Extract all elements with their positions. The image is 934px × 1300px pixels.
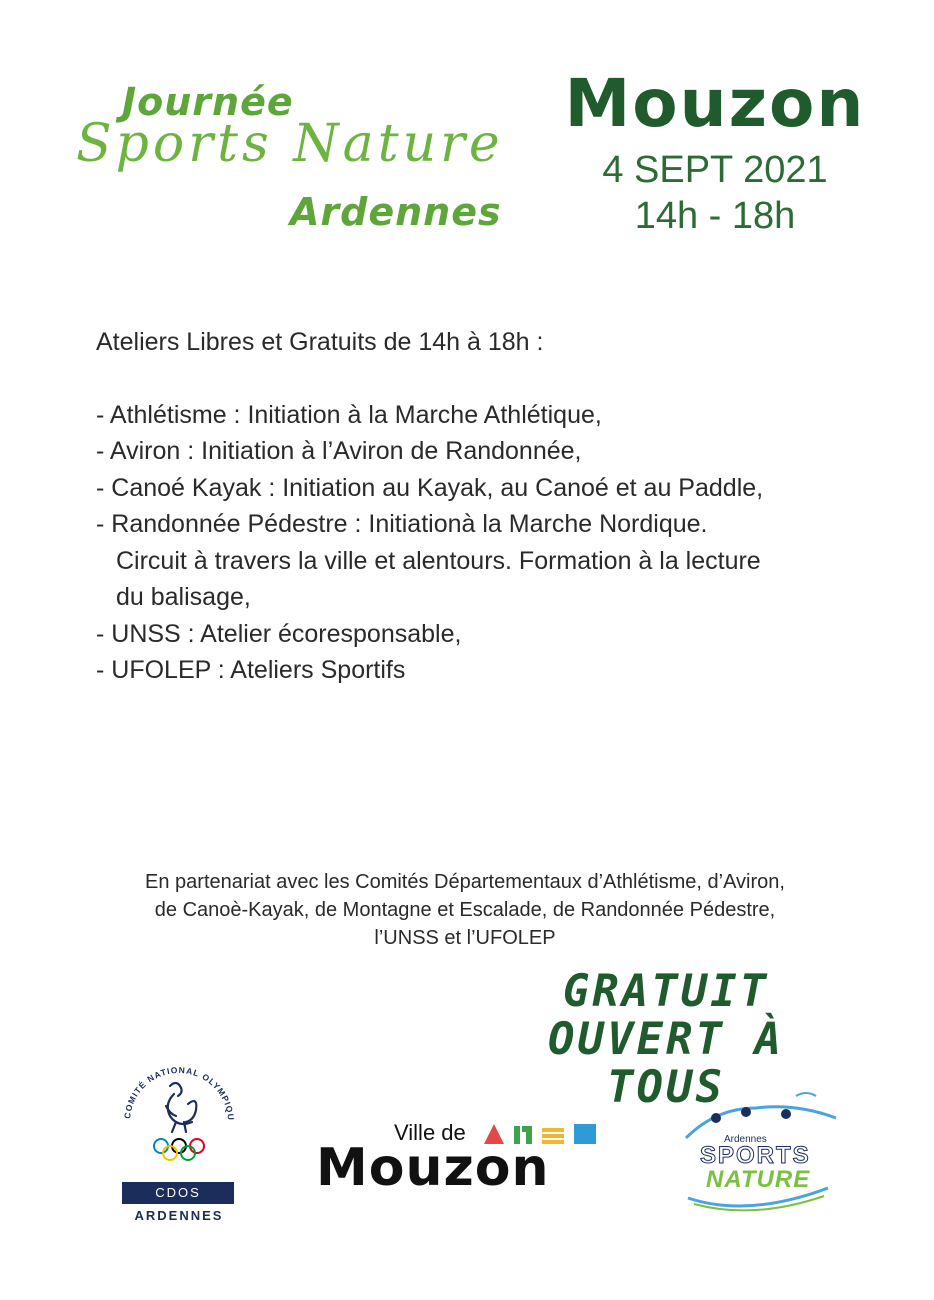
mouzon-name: Mouzon	[316, 1138, 550, 1198]
sports-nature-nature: NATURE	[706, 1166, 811, 1193]
mouzon-logo	[316, 1116, 616, 1196]
rooster-icon	[166, 1083, 196, 1132]
list-item-continuation: du balisage,	[116, 583, 251, 611]
sports-nature-logo	[676, 1088, 846, 1218]
partners-line: En partenariat avec les Comités Départementaux d’Athlétisme, d’Aviron,	[145, 871, 785, 893]
list-item: - Aviron : Initiation à l’Aviron de Randonnée,	[96, 437, 582, 465]
sports-nature-top: Ardennes	[724, 1134, 767, 1145]
list-item: - UFOLEP : Ateliers Sportifs	[96, 656, 406, 684]
list-item: - Randonnée Pédestre : Initiationà la Marche Nordique.	[96, 510, 708, 538]
mouzon-prefix: Ville de	[394, 1120, 466, 1145]
cdos-emblem-icon	[104, 1052, 254, 1180]
list-item: - Canoé Kayak : Initiation au Kayak, au Canoé et au Paddle,	[96, 473, 764, 502]
list-item: - Athlétisme : Initiation à la Marche Athlétique,	[96, 400, 602, 429]
event-date: 4 SEPT 2021	[602, 149, 828, 191]
free-line: GRATUIT	[562, 966, 770, 1017]
cdos-logo	[104, 1052, 254, 1227]
event-info	[560, 60, 870, 250]
title-journee: Journée	[122, 80, 294, 124]
workshops-list	[96, 324, 856, 689]
open-to-all-line: OUVERT À TOUS	[548, 1014, 784, 1113]
workshops-intro: Ateliers Libres et Gratuits de 14h à 18h :	[96, 328, 544, 356]
list-item-continuation: Circuit à travers la ville et alentours. Formation à la lecture	[116, 546, 761, 575]
list-item: - UNSS : Atelier écoresponsable,	[96, 619, 462, 648]
sports-nature-sports: SPORTS	[700, 1142, 811, 1169]
event-city: Mouzon	[564, 65, 866, 142]
event-title	[60, 70, 530, 250]
partners-line: l’UNSS et l’UFOLEP	[374, 927, 556, 949]
title-ardennes: Ardennes	[290, 190, 502, 234]
olympic-rings-icon	[154, 1139, 204, 1160]
partners-text	[60, 868, 870, 952]
cdos-ring-text: COMITÉ NATIONAL OLYMPIQU	[122, 1064, 237, 1122]
title-sports-nature: Sports Nature	[76, 114, 504, 174]
event-hours: 14h - 18h	[634, 195, 796, 237]
partners-line: de Canoè-Kayak, de Montagne et Escalade, de Randonnée Pédestre,	[154, 899, 776, 921]
cdos-label: CDOS	[122, 1182, 234, 1204]
cdos-department: ARDENNES	[134, 1208, 224, 1223]
